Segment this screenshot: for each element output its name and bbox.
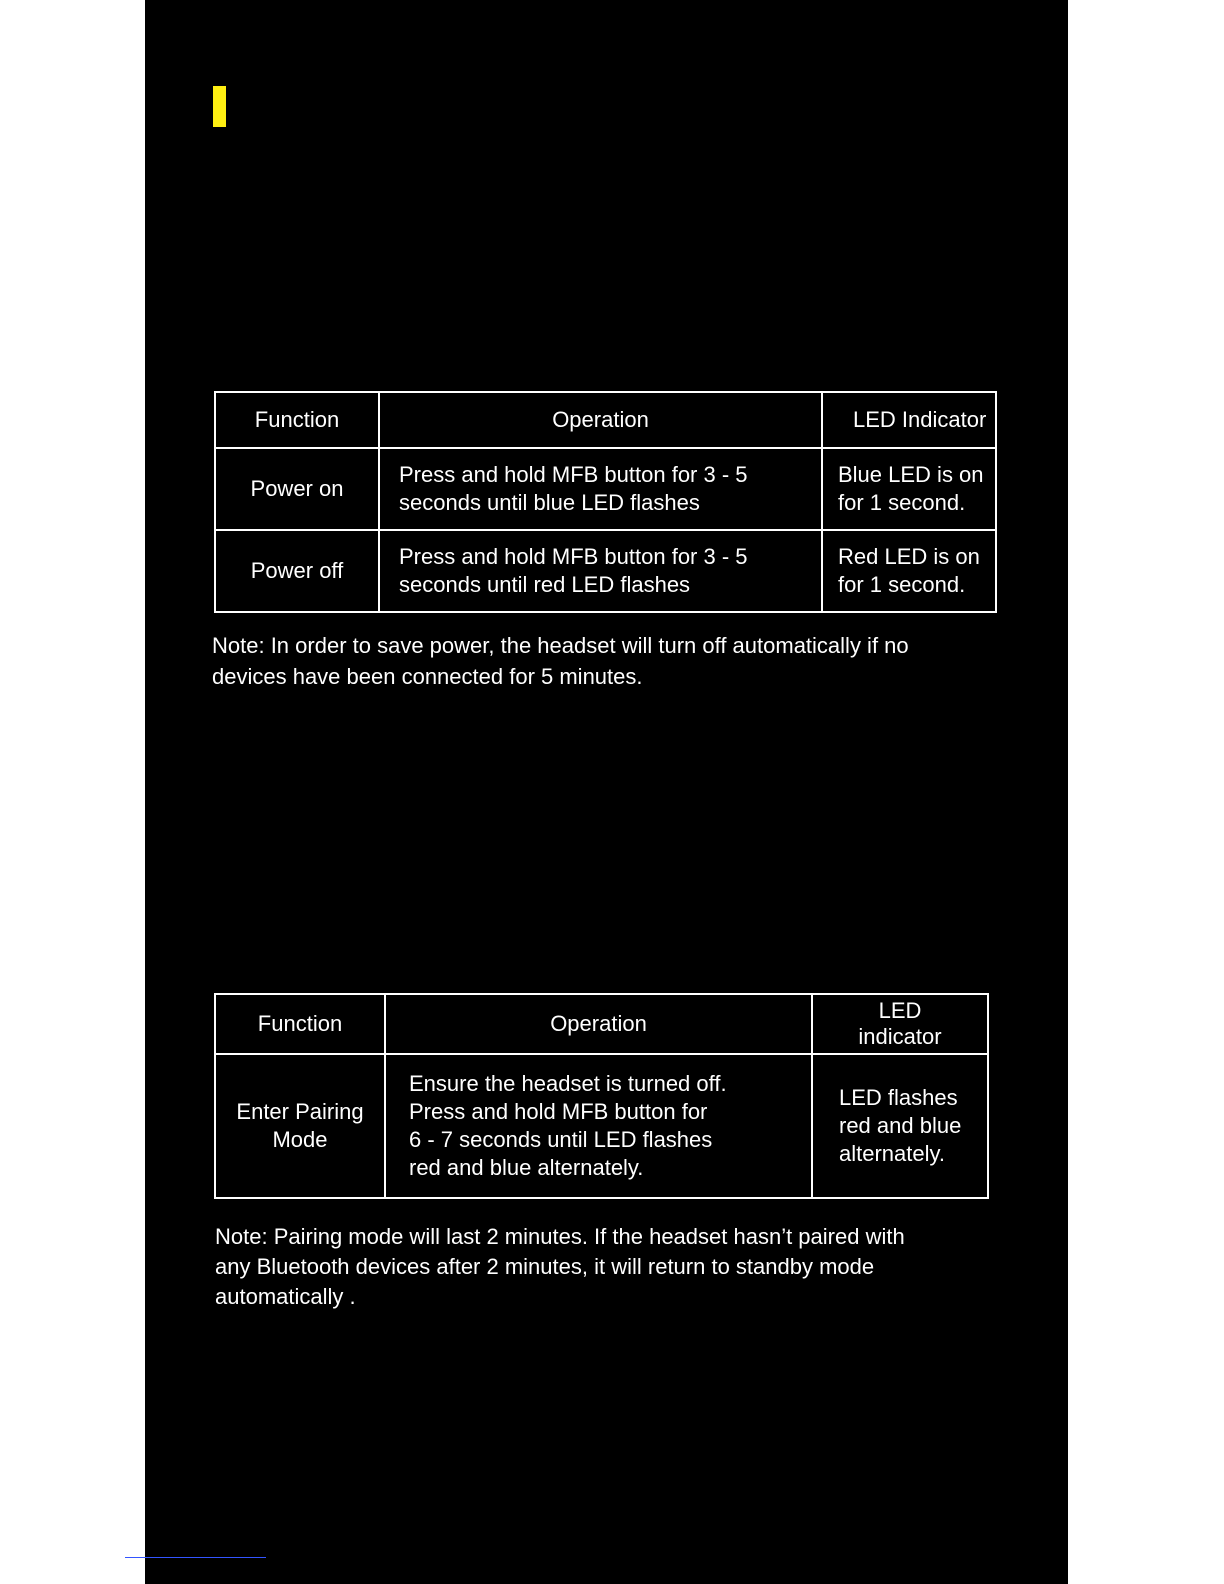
note-line: any Bluetooth devices after 2 minutes, it will return to standby mode	[215, 1254, 875, 1279]
operation-line: seconds until red LED flashes	[399, 572, 691, 597]
manual-page	[145, 0, 1068, 1584]
table-header-row	[215, 392, 996, 448]
function-power-on: Power on	[215, 448, 379, 530]
operation-enter-pairing-mode	[385, 1054, 812, 1198]
led-line: for 1 second.	[838, 490, 966, 515]
note-line: devices have been connected for 5 minutes.	[212, 664, 643, 689]
header-operation: Operation	[385, 994, 812, 1054]
led-enter-pairing-mode	[812, 1054, 988, 1198]
table-row	[215, 530, 996, 612]
function-line: Enter Pairing	[236, 1099, 364, 1124]
led-line: LED flashes	[839, 1085, 958, 1110]
table-row	[215, 448, 996, 530]
led-line: Red LED is on	[838, 544, 980, 569]
function-power-off: Power off	[215, 530, 379, 612]
operation-line: 6 - 7 seconds until LED flashes	[409, 1127, 713, 1152]
operation-power-off	[379, 530, 822, 612]
operation-line: red and blue alternately.	[409, 1155, 644, 1180]
footnote-rule	[125, 1557, 266, 1558]
led-line: for 1 second.	[838, 572, 966, 597]
led-line: alternately.	[839, 1141, 945, 1166]
operation-line: Press and hold MFB button for 3 - 5	[399, 462, 748, 487]
note-line: automatically .	[215, 1284, 356, 1309]
led-power-on	[822, 448, 996, 530]
led-power-off	[822, 530, 996, 612]
table-row	[215, 1054, 988, 1198]
power-note	[212, 630, 1012, 692]
section-accent-bar	[213, 86, 226, 127]
led-line: Blue LED is on	[838, 462, 984, 487]
header-function: Function	[215, 392, 379, 448]
operation-power-on	[379, 448, 822, 530]
header-line: indicator	[858, 1024, 942, 1049]
led-line: red and blue	[839, 1113, 962, 1138]
operation-line: Press and hold MFB button for 3 - 5	[399, 544, 748, 569]
header-led-indicator	[812, 994, 988, 1054]
note-line: Note: Pairing mode will last 2 minutes. If the headset hasn’t paired with	[215, 1224, 905, 1249]
header-led-indicator: LED Indicator	[822, 392, 996, 448]
pairing-function-table	[214, 993, 989, 1199]
operation-line: Ensure the headset is turned off.	[409, 1071, 727, 1096]
operation-line: seconds until blue LED flashes	[399, 490, 700, 515]
header-line: LED	[878, 998, 922, 1023]
operation-line: Press and hold MFB button for	[409, 1099, 708, 1124]
header-operation: Operation	[379, 392, 822, 448]
note-line: Note: In order to save power, the headset will turn off automatically if no	[212, 633, 909, 658]
header-function: Function	[215, 994, 385, 1054]
pairing-note	[215, 1222, 1015, 1312]
function-enter-pairing-mode	[215, 1054, 385, 1198]
table-header-row	[215, 994, 988, 1054]
power-function-table	[214, 391, 997, 613]
function-line: Mode	[272, 1127, 328, 1152]
